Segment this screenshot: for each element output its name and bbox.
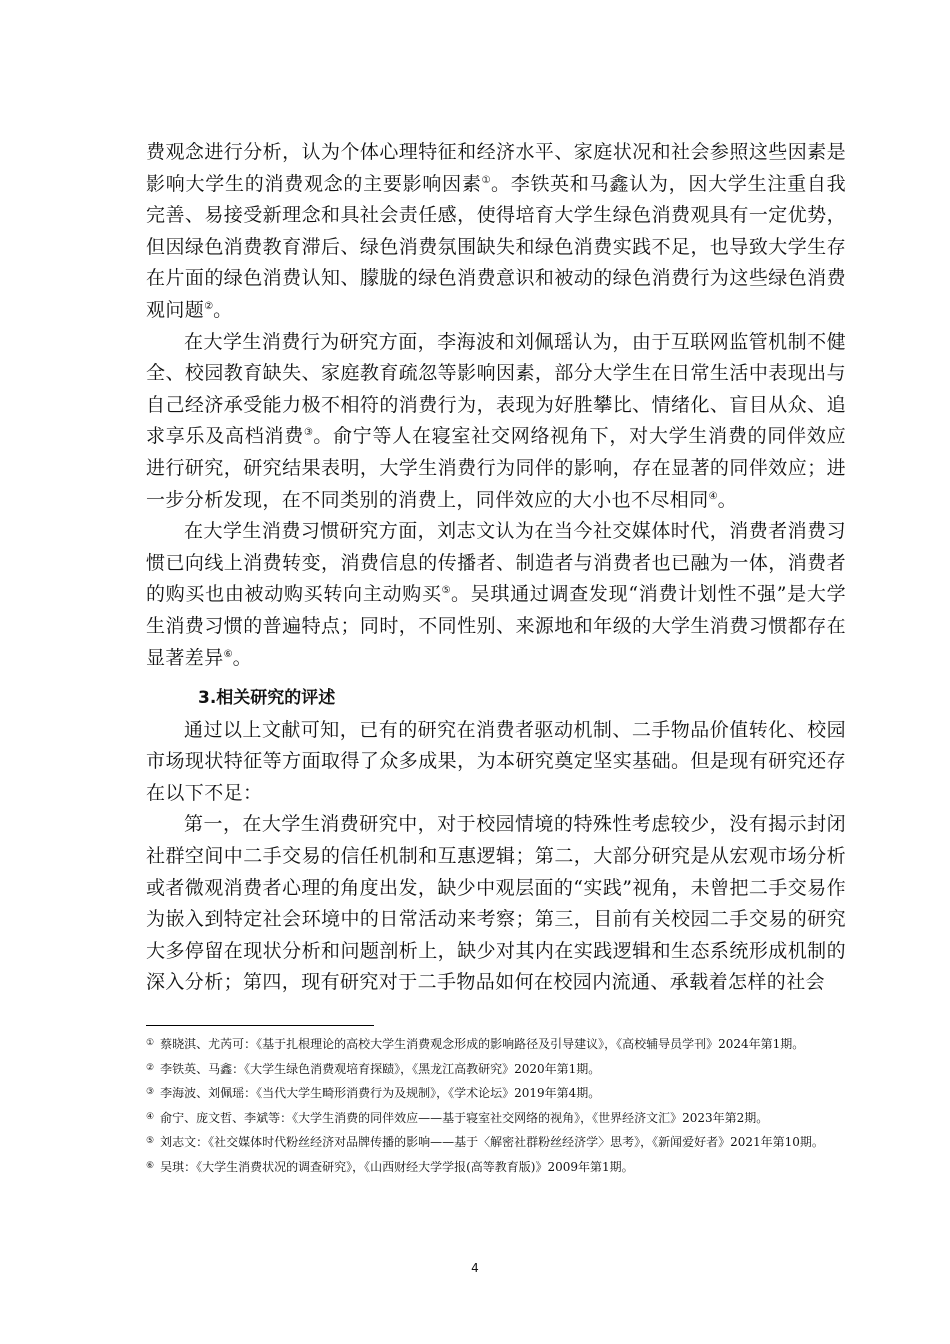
footnote-marker: ② (146, 1062, 155, 1073)
text-run: 在大学生消费行为研究方面，李海波和刘佩瑶认为，由于互联网监管机制不健全、校园教育缺失、家庭教育疏忽等影响因素，部分大学生在日常生活中表现出与自己经济承受能力极不相符的消费行为，表现为好胜攀比、情绪化、盲目从众、追求享乐及高档消费 (146, 330, 846, 448)
text-run: 。吴琪通过调查发现“消费计划性不强”是大学生消费习惯的普遍特点；同时，不同性别、来源地和年级的大学生消费习惯都存在显著差异 (146, 583, 846, 669)
page-number: 4 (471, 1261, 479, 1275)
footnote-marker: ④ (146, 1111, 155, 1122)
footnote-1 (146, 1033, 846, 1056)
footnote-divider (146, 1025, 374, 1026)
section-heading: 3.相关研究的评述 (198, 688, 336, 709)
footnote-marker: ③ (146, 1087, 155, 1097)
footnote-text: 李海波、刘佩瑶：《当代大学生畸形消费行为及规制》，《学术论坛》2019年第4期。 (160, 1086, 601, 1100)
body-text (146, 137, 846, 999)
footnote-text: 俞宁、庞文哲、李斌等：《大学生消费的同伴效应——基于寝室社交网络的视角》，《世界经济文汇》2023年第2期。 (160, 1110, 769, 1125)
text-run: 。俞宁等人在寝室社交网络视角下，对大学生消费的同伴效应进行研究，研究结果表明，大学生消费行为同伴的影响，存在显著的同伴效应；进一步分析发现，在不同类别的消费上，同伴效应的大小也不尽相同 (146, 425, 846, 511)
text-run: 。 (232, 646, 252, 669)
paragraph-consumption-behavior (146, 327, 846, 517)
footnote-ref-6[interactable]: ⑥ (223, 648, 233, 660)
text-run: 。 (213, 298, 233, 321)
footnote-text: 刘志文：《社交媒体时代粉丝经济对品牌传播的影响——基于〈解密社群粉丝经济学〉思考》，《新闻爱好者》2021年第10期。 (160, 1135, 824, 1149)
footnote-marker: ① (146, 1038, 155, 1048)
text-run: 费观念进行分析，认为个体心理特征和经济水平、家庭状况和社会参照这些因素是影响大学生的消费观念的主要影响因素 (146, 141, 846, 195)
footnote-2 (146, 1058, 846, 1081)
footnote-ref-3[interactable]: ③ (303, 427, 314, 439)
footnote-5 (146, 1131, 846, 1154)
footnote-marker: ⑤ (146, 1136, 155, 1146)
footnote-text: 吴琪：《大学生消费状况的调查研究》，《山西财经大学学报(高等教育版)》2009年第1期。 (160, 1159, 634, 1174)
text-run: 。李铁英和马鑫认为，因大学生注重自我完善、易接受新理念和具社会责任感，使得培育大学生绿色消费观具有一定优势，但因绿色消费教育滞后、绿色消费氛围缺失和绿色消费实践不足，也导致大学生存在片面的绿色消费认知、朦胧的绿色消费意识和被动的绿色消费行为这些绿色消费观问题 (146, 172, 846, 321)
paragraph-review-intro: 通过以上文献可知，已有的研究在消费者驱动机制、二手物品价值转化、校园市场现状特征等方面取得了众多成果，为本研究奠定坚实基础。但是现有研究还存在以下不足： (146, 718, 846, 804)
footnote-ref-2[interactable]: ② (204, 300, 214, 312)
footnote-ref-4[interactable]: ④ (708, 490, 718, 502)
text-run: 在大学生消费习惯研究方面，刘志文认为在当今社交媒体时代，消费者消费习惯已向线上消费转变，消费信息的传播者、制造者与消费者也已融为一体，消费者的购买也由被动购买转向主动购买 (146, 520, 846, 606)
footnote-ref-1[interactable]: ① (481, 174, 491, 186)
footnote-3 (146, 1082, 846, 1105)
paragraph-review-shortcomings: 第一，在大学生消费研究中，对于校园情境的特殊性考虑较少，没有揭示封闭社群空间中二手交易的信任机制和互惠逻辑；第二，大部分研究是从宏观市场分析或者微观消费者心理的角度出发，缺少中观层面的“实践”视角，未曾把二手交易作为嵌入到特定社会环境中的日常活动来考察；第三，目前有关校园二手交易的研究大多停留在现状分析和问题剖析上，缺少对其内在实践逻辑和生态系统形成机制的深入分析；第四，现有研究对于二手物品如何在校园内流通、承载着怎样的社会 (146, 813, 846, 994)
paragraph-consumption-concept (146, 137, 846, 327)
footnote-6 (146, 1156, 846, 1179)
text-run: 。 (717, 488, 737, 511)
paragraph-consumption-habit (146, 516, 846, 674)
footnote-text: 蔡晓淇、尤芮可：《基于扎根理论的高校大学生消费观念形成的影响路径及引导建议》，《高校辅导员学刊》2024年第1期。 (160, 1037, 805, 1051)
footnotes (146, 1033, 846, 1180)
footnote-marker: ⑥ (146, 1160, 155, 1171)
footnote-text: 李铁英、马鑫：《大学生绿色消费观培育探赜》，《黑龙江高教研究》2020年第1期。 (160, 1061, 601, 1076)
footnote-ref-5[interactable]: ⑤ (441, 585, 451, 597)
footnote-4 (146, 1107, 846, 1130)
